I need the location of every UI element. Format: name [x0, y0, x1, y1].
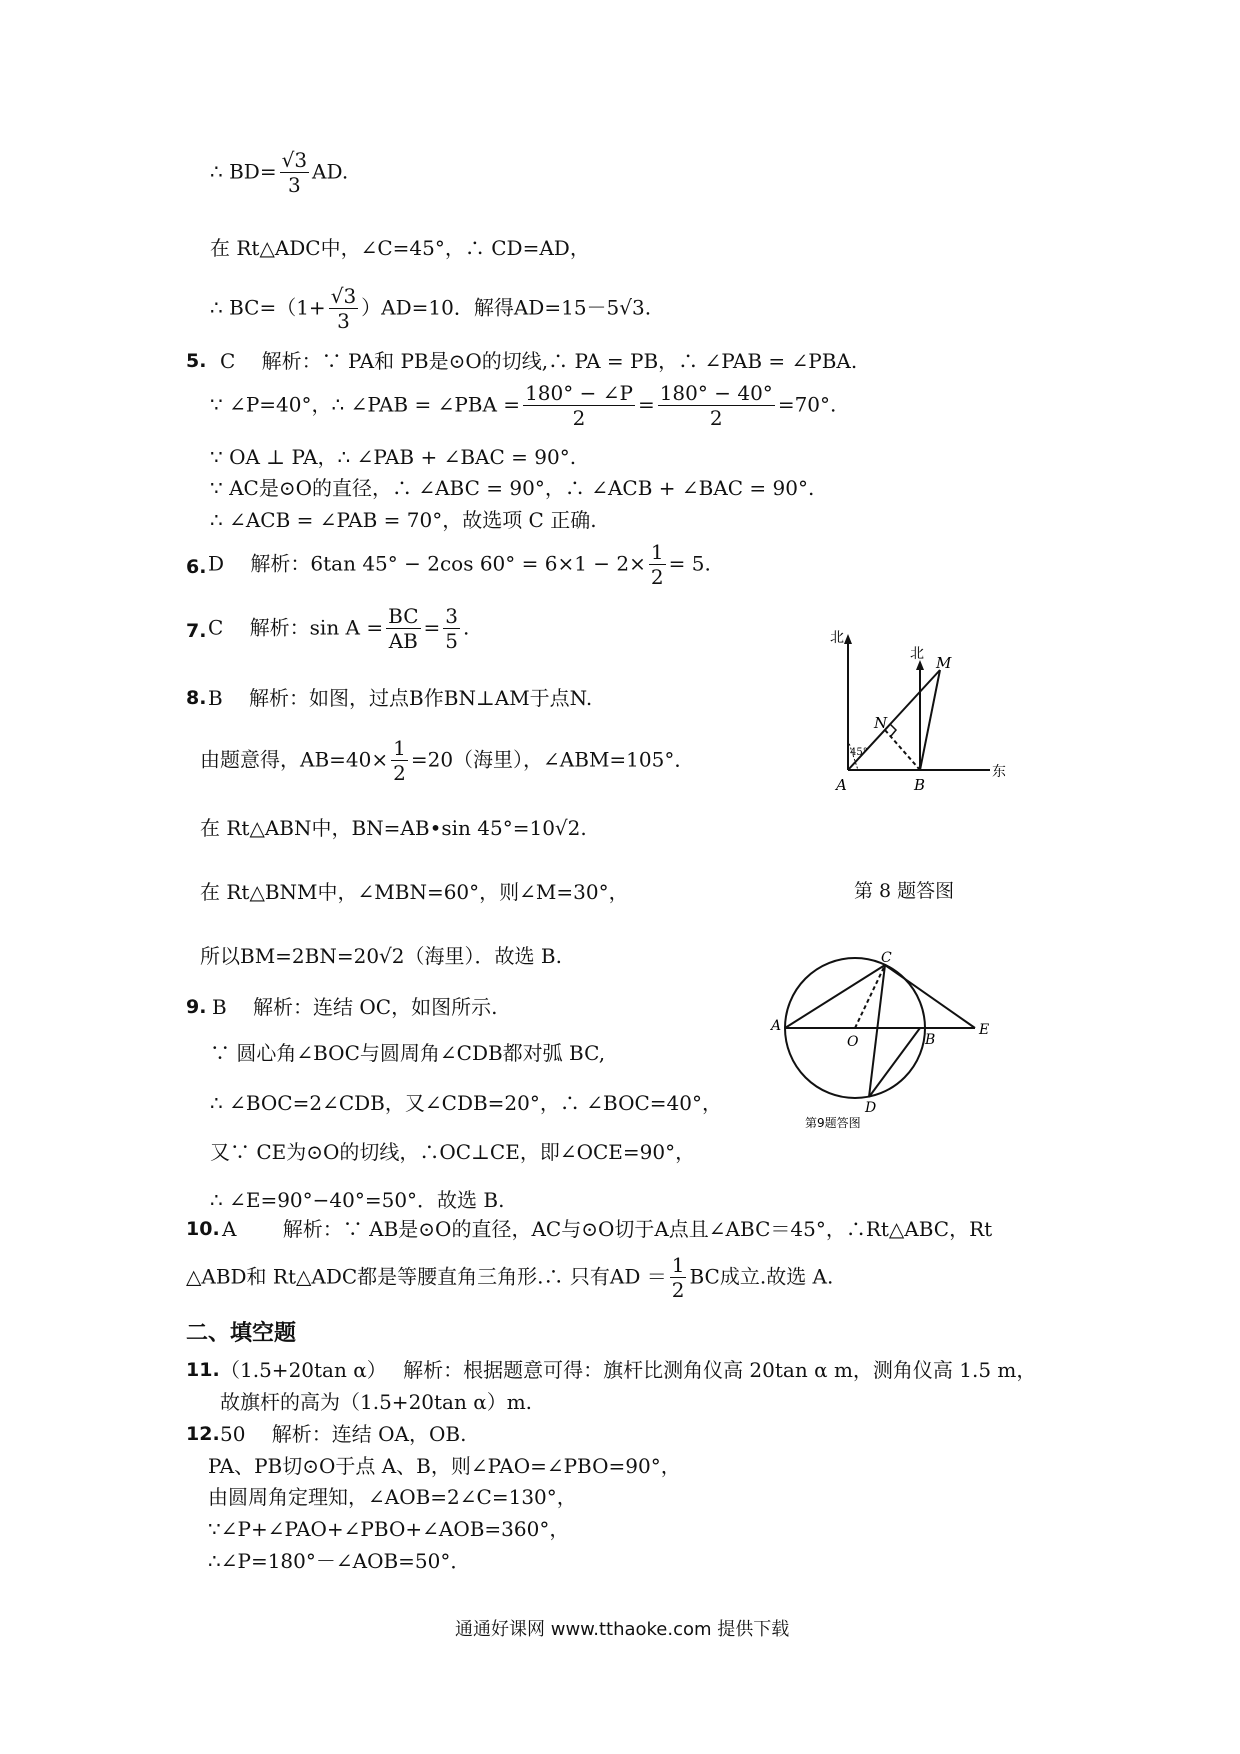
q8-line-1: B 解析：如图，过点B作BN⊥AM于点N.: [208, 686, 593, 710]
q12-line-2: PA、PB切⊙O于点 A、B，则∠PAO=∠PBO=90°，: [208, 1454, 681, 1478]
q12-line-1: 50 解析：连结 OA，OB.: [220, 1422, 467, 1446]
q9-line-1: B 解析：连结 OC，如图所示.: [212, 995, 498, 1019]
label-b: B: [925, 1032, 936, 1048]
fraction: [649, 542, 666, 588]
q12-line-4: ∵∠P+∠PAO+∠PBO+∠AOB=360°，: [208, 1517, 570, 1541]
q6-number: 6.: [186, 556, 207, 578]
q12-line-5: ∴∠P=180°－∠AOB=50°．: [208, 1549, 471, 1573]
q5-number: 5.: [186, 350, 207, 372]
fraction: [443, 606, 460, 652]
fraction: [523, 383, 635, 429]
fraction: [670, 1255, 687, 1301]
denominator: 2: [671, 1278, 685, 1302]
fraction: [391, 738, 408, 784]
text: 由题意得，AB=40×: [200, 747, 389, 772]
right-angle-mark: [890, 724, 896, 736]
label-b: B: [914, 776, 926, 794]
text: △ABD和 Rt△ADC都是等腰直角三角形.∴ 只有AD ＝: [186, 1264, 667, 1289]
denominator: 2: [393, 761, 406, 785]
text: =70°.: [777, 392, 837, 417]
q8-line-5: 所以BM=2BN=20√2（海里）．故选 B.: [200, 944, 562, 968]
text: ∴ BD=: [210, 159, 277, 184]
line-bn: [885, 730, 920, 770]
q8-number: 8.: [186, 687, 207, 709]
text: .: [463, 615, 470, 640]
label-n: N: [874, 714, 888, 732]
numerator: √3: [281, 148, 308, 172]
q11-number: 11.: [186, 1359, 220, 1381]
text: ∵ ∠P=40°，∴ ∠PAB = ∠PBA =: [210, 392, 521, 417]
q9-line-3: ∴ ∠BOC=2∠CDB，又∠CDB=20°，∴ ∠BOC=40°，: [210, 1091, 722, 1115]
label-m: M: [936, 654, 952, 672]
text: =20（海里），∠ABM=105°．: [410, 747, 695, 772]
label-north-1: 北: [830, 630, 844, 646]
numerator: 180° − 40°: [659, 381, 773, 405]
label-east: 东: [992, 764, 1006, 780]
line-bd: [210, 150, 348, 196]
figure-8-caption: 第 8 题答图: [854, 880, 955, 902]
q10-number: 10.: [186, 1218, 220, 1240]
q6-line: [208, 542, 711, 588]
q5-line-4: ∵ AC是⊙O的直径，∴ ∠ABC = 90°，∴ ∠ACB + ∠BAC = 90°.: [210, 476, 815, 500]
q8-line-4: 在 Rt△BNM中，∠MBN=60°，则∠M=30°，: [200, 880, 629, 904]
denominator: AB: [388, 629, 418, 653]
q11-line-2: 故旗杆的高为（1.5+20tan α）m.: [220, 1390, 533, 1414]
section-heading: 二、填空题: [186, 1321, 297, 1346]
label-north-2: 北: [910, 646, 924, 662]
q7-number: 7.: [186, 620, 207, 642]
q12-number: 12.: [186, 1423, 220, 1445]
q11-line-1: （1.5+20tan α） 解析：根据题意可得：旗杆比测角仪高 20tan α m，测角仪高 1.5 m，: [220, 1358, 1037, 1382]
text: ）AD=10．解得AD=15－5√3.: [361, 295, 652, 320]
text: =: [423, 615, 441, 640]
label-angle: 45°: [850, 747, 868, 758]
line-ce: [885, 965, 975, 1028]
label-e: E: [979, 1022, 990, 1038]
numerator: 1: [671, 1253, 685, 1277]
q10-line-2: [186, 1255, 833, 1301]
arrow-icon: [844, 634, 852, 644]
figure-9: [765, 950, 1005, 1135]
label-a: A: [771, 1018, 782, 1034]
text: BC成立.故选 A.: [689, 1264, 834, 1289]
fraction: [658, 383, 775, 429]
numerator: 3: [445, 604, 458, 628]
denominator: 5: [445, 629, 458, 653]
footer-text: 通通好课网 www.tthaoke.com 提供下载: [455, 1619, 790, 1640]
q8-line-2: [200, 738, 694, 784]
numerator: √3: [330, 284, 357, 308]
q9-number: 9.: [186, 996, 207, 1018]
label-d: D: [865, 1100, 877, 1116]
q5-line-1: C 解析：∵ PA和 PB是⊙O的切线,∴ PA = PB，∴ ∠PAB = ∠PBA.: [220, 349, 858, 373]
numerator: 1: [650, 540, 664, 564]
text: C 解析：sin A =: [208, 615, 384, 640]
text: ∴ BC=（1+: [210, 295, 326, 320]
q12-line-3: 由圆周角定理知，∠AOB=2∠C=130°，: [208, 1485, 577, 1509]
q5-line-3: ∵ OA ⊥ PA，∴ ∠PAB + ∠BAC = 90°.: [210, 445, 577, 469]
figure-8: [830, 630, 1010, 795]
line-adc: 在 Rt△ADC中，∠C=45°，∴ CD=AD，: [210, 236, 590, 260]
q5-line-2: [210, 383, 836, 429]
q10-line-1: A 解析：∵ AB是⊙O的直径，AC与⊙O切于A点且∠ABC＝45°，∴Rt△ABC，Rt: [222, 1217, 993, 1241]
numerator: 180° − ∠P: [525, 381, 633, 405]
numerator: BC: [388, 604, 419, 628]
denominator: 3: [337, 309, 350, 333]
text: AD.: [312, 159, 349, 184]
denominator: 2: [650, 565, 664, 589]
label-o: O: [847, 1034, 859, 1050]
text: = 5.: [668, 551, 711, 576]
q9-line-5: ∴ ∠E=90°−40°=50°．故选 B.: [210, 1188, 505, 1212]
q8-line-3: 在 Rt△ABN中，BN=AB•sin 45°=10√2.: [200, 816, 587, 840]
line-bm: [920, 670, 940, 770]
text: =: [637, 392, 655, 417]
fraction: [329, 286, 358, 332]
fraction: [280, 150, 309, 196]
line-ac: [785, 965, 885, 1028]
denominator: 3: [287, 173, 301, 197]
denominator: 2: [572, 406, 586, 430]
figure-9-caption: 第9题答图: [805, 1116, 861, 1130]
denominator: 2: [709, 406, 723, 430]
q5-line-5: ∴ ∠ACB = ∠PAB = 70°，故选项 C 正确.: [210, 508, 597, 532]
q9-line-4: 又∵ CE为⊙O的切线，∴OC⊥CE，即∠OCE=90°，: [210, 1140, 696, 1164]
label-c: C: [881, 950, 892, 966]
label-a: A: [836, 776, 847, 794]
fraction: [386, 606, 420, 652]
line-bc: [210, 286, 651, 332]
q7-line: [208, 606, 469, 652]
text: D 解析：6tan 45° − 2cos 60° = 6×1 − 2×: [208, 551, 646, 576]
q9-line-2: ∵ 圆心角∠BOC与圆周角∠CDB都对弧 BC,: [210, 1041, 606, 1065]
numerator: 1: [393, 736, 406, 760]
